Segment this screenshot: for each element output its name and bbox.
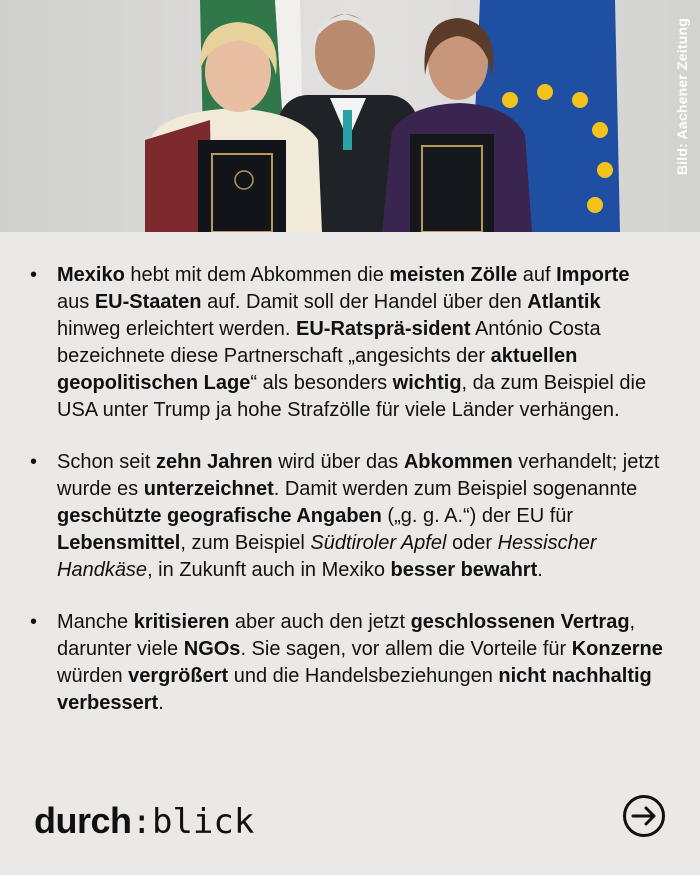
bold-text: wichtig bbox=[392, 372, 462, 394]
photo-credit: Bild: Aachener Zeitung bbox=[674, 18, 690, 176]
bold-text: nicht nachhaltig verbessert bbox=[57, 665, 652, 714]
text: („g. g. A.“) der EU für bbox=[381, 505, 574, 527]
bold-text: Lebensmittel bbox=[57, 532, 181, 554]
next-page-button[interactable] bbox=[622, 794, 666, 838]
text: . Sie sagen, vor allem die Vorteile für bbox=[240, 638, 572, 660]
text: hinweg erleichtert werden. bbox=[57, 318, 297, 340]
bold-text: meisten Zölle bbox=[389, 264, 518, 286]
text: Schon seit bbox=[57, 451, 156, 473]
text: hebt mit dem Abkommen die bbox=[124, 264, 390, 286]
text: “ als besonders bbox=[250, 372, 393, 394]
text: aus bbox=[57, 291, 95, 313]
bold-text: geschlossenen Vertrag bbox=[410, 611, 630, 633]
text: , da zum Beispiel die USA unter Trump ja hohe Strafzölle für viele Länder verhängen. bbox=[57, 372, 647, 421]
text: wird über das bbox=[272, 451, 404, 473]
bold-text: NGOs bbox=[183, 638, 241, 660]
bold-text: Importe bbox=[556, 264, 630, 286]
arrow-right-circle-icon bbox=[622, 794, 666, 838]
text: . bbox=[158, 692, 164, 714]
bullet-text bbox=[57, 609, 666, 717]
bold-text: Mexiko bbox=[57, 264, 125, 286]
italic-text: Hessischer Handkäse bbox=[57, 532, 597, 581]
brand-logo bbox=[34, 800, 254, 840]
text: auf bbox=[517, 264, 557, 286]
bullet-dot-icon: • bbox=[30, 611, 38, 633]
article-bullets bbox=[26, 262, 666, 742]
text: , darunter viele bbox=[57, 611, 636, 660]
text: António Costa bezeichnete diese Partnerschaft „angesichts der bbox=[57, 318, 601, 367]
italic-text: Südtiroler Apfel bbox=[310, 532, 447, 554]
text: oder bbox=[446, 532, 498, 554]
bold-text: EU-Staaten bbox=[94, 291, 202, 313]
bold-text: besser bewahrt bbox=[390, 559, 538, 581]
bold-text: zehn Jahren bbox=[155, 451, 273, 473]
text: auf. Damit soll der Handel über den bbox=[201, 291, 528, 313]
text: , in Zukunft auch in Mexiko bbox=[147, 559, 391, 581]
text: Manche bbox=[57, 611, 134, 633]
bullet-item bbox=[26, 609, 666, 717]
bold-text: EU-Ratsprä-sident bbox=[296, 318, 471, 340]
text: und die Handelsbeziehungen bbox=[228, 665, 499, 687]
bold-text: Atlantik bbox=[527, 291, 601, 313]
bold-text: kritisieren bbox=[133, 611, 230, 633]
bold-text: aktuellen geopolitischen Lage bbox=[57, 345, 578, 394]
bullet-item bbox=[26, 449, 666, 584]
brand-logo-part2: :blick bbox=[131, 802, 255, 842]
header-photo bbox=[0, 0, 700, 232]
bold-text: Abkommen bbox=[403, 451, 513, 473]
text: würden bbox=[57, 665, 129, 687]
bullet-text bbox=[57, 262, 666, 424]
text: . Damit werden zum Beispiel sogenannte bbox=[273, 478, 638, 500]
signing-ceremony-photo bbox=[0, 0, 700, 232]
bold-text: vergrößert bbox=[128, 665, 229, 687]
text: , zum Beispiel bbox=[180, 532, 311, 554]
brand-logo-part1: durch bbox=[34, 800, 132, 841]
bold-text: unterzeichnet bbox=[143, 478, 274, 500]
bold-text: geschützte geografische Angaben bbox=[57, 505, 382, 527]
bullet-text bbox=[57, 449, 666, 584]
text: verhandelt; jetzt wurde es bbox=[57, 451, 660, 500]
bold-text: Konzerne bbox=[571, 638, 663, 660]
bullet-dot-icon: • bbox=[30, 264, 38, 286]
bullet-item bbox=[26, 262, 666, 424]
text: aber auch den jetzt bbox=[229, 611, 411, 633]
bullet-dot-icon: • bbox=[30, 451, 38, 473]
text: . bbox=[537, 559, 543, 581]
